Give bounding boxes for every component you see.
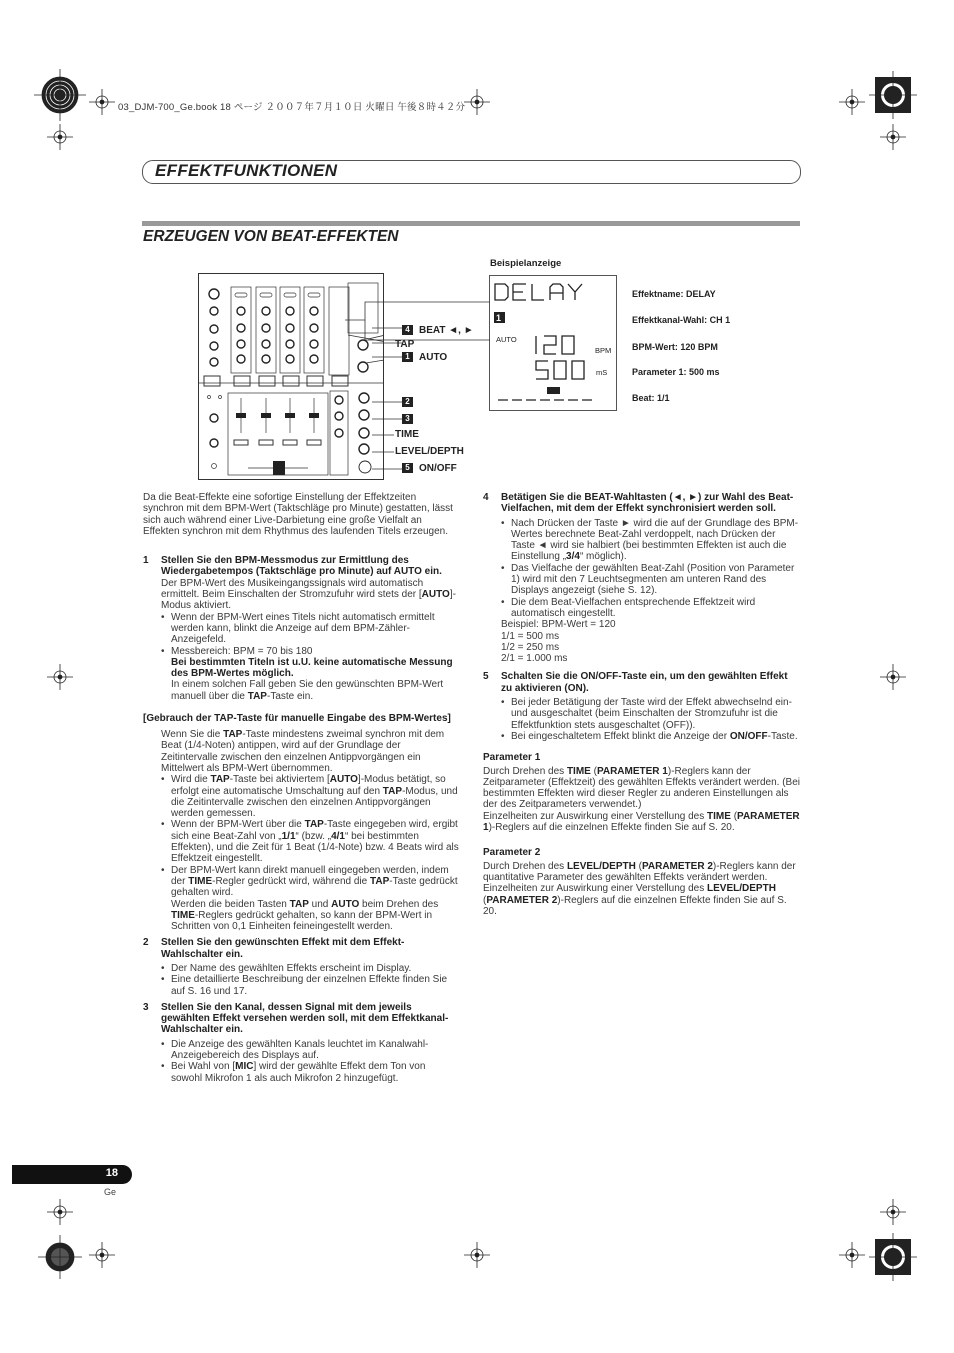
section-bar — [142, 221, 800, 226]
page-language: Ge — [104, 1187, 117, 1197]
callout-number-3: 3 — [402, 414, 413, 424]
parameter-2-heading: Parameter 2 — [483, 847, 541, 859]
lcd-channel: 1 — [496, 313, 502, 323]
callout-beat: 4 BEAT ◄, ► — [402, 325, 474, 336]
step-4-bullets: • Nach Drücken der Taste ► wird die auf der Grundlage des BPM-Wertes berechnete Beat-Zahl verdoppelt, nach Drücken der Taste ◄ wird sie halbiert (bei bestimmten Effekten ist auch die Einstellung „3/4“ möglich). • Das Vielfache der gewählten Beat-Zahl (Position von Parameter 1) wird mit den 7 Leuchtsegmenten am unteren Rand des Displays angezeigt (siehe S. 12). • Die dem Beat-Vielfachen entsprechende Effektzeit wird automatisch eingestellt. — [483, 518, 801, 620]
legend-effect-name: Effektname: DELAY — [632, 289, 716, 299]
step-1-body: Der BPM-Wert des Musikeingangssignals wird automatisch ermittelt. Beim Einschalten der Stromzufuhr wird stets der [AUTO]-Modus aktiviert. — [161, 577, 456, 612]
legend-bpm: BPM-Wert: 120 BPM — [632, 342, 718, 352]
callout-level-depth: LEVEL/DEPTH — [395, 446, 464, 457]
display-leader — [345, 300, 495, 350]
file-info: 03_DJM-700_Ge.book 18 ページ ２００７年７月１０日 火曜日 午後８時４２分 — [118, 102, 466, 113]
step-1-bullets: • Wenn der BPM-Wert eines Titels nicht automatisch ermittelt werden kann, blinkt die Anzeige auf dem BPM-Zähler-Anzeigefeld. • Messbereich: BPM = 70 bis 180 Bei bestimmten Titeln ist u.U. keine automatische Messung des BPM-Wertes möglich. In einem solchen Fall geben Sie den gewünschten BPM-Wert manuell über die TAP-Taste ein. — [143, 612, 459, 702]
step-3-bullets: • Die Anzeige des gewählten Kanals leuchtet im Kanalwahl-Anzeigebereich des Displays auf. • Bei Wahl von [MIC] wird der gewählte Effekt dem Ton von sowohl Mikrofon 1 als auch Mikrofon 2 hinzugefügt. — [143, 1039, 459, 1084]
left-column — [143, 492, 459, 1084]
step-4: 4 Betätigen Sie die BEAT-Wahltasten (◄, ►) zur Wahl des Beat-Vielfachen, mit dem der Effekt synchronisiert werden soll. — [483, 492, 794, 515]
tap-bullets: • Wird die TAP-Taste bei aktiviertem [AUTO]-Modus betätigt, so erfolgt eine automatische Umschaltung auf den TAP-Modus, und die Zeitintervalle zwischen den einzelnen Antippvorgängen werden gemessen. • Wenn der BPM-Wert über die TAP-Taste eingegeben wird, ergibt sich eine Beat-Zahl von „1/1“ (bzw. „4/1“ bei bestimmten Effekten), und die Zeit für 1 Beat (1/4-Note) bzw. 4 Beats wird als Effektzeit eingestellt. • Der BPM-Wert kann direkt manuell eingegeben werden, indem der TIME-Regler gedrückt wird, während die TAP-Taste gedrückt gehalten wird. Werden die beiden Tasten TAP und AUTO beim Drehen des TIME-Reglers gedrückt gehalten, so kann der BPM-Wert in Schritten von 0,1 Einheiten feineingestellt werden. — [143, 774, 459, 932]
parameter-2-text: Durch Drehen des LEVEL/DEPTH (PARAMETER 2)-Reglers kann der quantitative Parameter des gewählten Effekts verändert werden. Einzelheiten zur Auswirkung einer Verstellung des LEVEL/DEPTH (PARAMETER 2)-Reglers auf die einzelnen Effekte finden Sie auf S. 20. — [483, 860, 796, 917]
callout-3 — [402, 414, 419, 425]
lcd-auto: AUTO — [496, 335, 517, 344]
chapter-title: EFFEKTFUNKTIONEN — [155, 161, 338, 180]
right-column — [483, 492, 801, 917]
intro-paragraph: Da die Beat-Effekte eine sofortige Einstellung der Effektzeiten synchron mit dem BPM-Wert (Taktschläge pro Minute) gestatten, lässt sich auch während einer Live-Darbietung eine große Vielfalt an Effekten synchron mit dem Rhythmus des laufenden Titels erzeugen. — [143, 492, 453, 537]
step-5: 5 Schalten Sie die ON/OFF-Taste ein, um den gewählten Effekt zu aktivieren (ON). — [483, 671, 788, 694]
callout-2 — [402, 397, 419, 408]
lcd-display — [489, 275, 617, 411]
callout-number-5: 5 — [402, 463, 413, 473]
callout-number-4: 4 — [402, 325, 413, 335]
callout-number-2: 2 — [402, 397, 413, 407]
tap-subheading: [Gebrauch der TAP-Taste für manuelle Eingabe des BPM-Wertes] — [143, 713, 451, 725]
page-number-tab — [12, 1165, 132, 1184]
parameter-1-heading: Parameter 1 — [483, 752, 541, 764]
step-5-bullets: • Bei jeder Betätigung der Taste wird der Effekt abwechselnd ein- und ausgeschaltet (beim Einschalten der Stromzufuhr ist die Effektfunktion stets ausgeschaltet (OFF)). • Bei eingeschaltetem Effekt blinkt die Anzeige der ON/OFF-Taste. — [483, 697, 801, 742]
display-caption: Beispielanzeige — [490, 258, 562, 269]
tap-body: Wenn Sie die TAP-Taste mindestens zweimal synchron mit dem Beat (1/4-Noten) antippen, wird auf der Grundlage der Zeitintervalle zwischen den einzelnen Antippvorgängen ein Mittelwert als BPM-Wert übernommen. — [161, 729, 445, 774]
callout-number-1: 1 — [402, 352, 413, 362]
legend-channel: Effektkanal-Wahl: CH 1 — [632, 315, 731, 325]
step-2: 2 Stellen Sie den gewünschten Effekt mit dem Effekt-Wahlschalter ein. — [143, 937, 405, 960]
callout-tap: TAP — [395, 339, 415, 350]
callout-time: TIME — [395, 429, 419, 440]
step-1: 1 Stellen Sie den BPM-Messmodus zur Ermittlung des Wiedergabetempos (Taktschläge pro Minute) auf AUTO ein. — [143, 555, 442, 578]
callout-auto: 1 AUTO — [402, 352, 447, 363]
step-3: 3 Stellen Sie den Kanal, dessen Signal mit dem jeweils gewählten Effekt versehen werden soll, mit dem Effektkanal-Wahlschalter ein. — [143, 1001, 449, 1036]
section-title: ERZEUGEN VON BEAT-EFFEKTEN — [143, 228, 399, 245]
page-number: 18 — [105, 1167, 118, 1179]
lcd-bpm-unit: BPM — [595, 346, 612, 355]
legend-param1: Parameter 1: 500 ms — [632, 367, 720, 377]
step-2-bullets: • Der Name des gewählten Effekts erscheint im Display. • Eine detaillierte Beschreibung der einzelnen Effekte finden Sie auf S. 16 und 17. — [143, 963, 459, 997]
callout-on-off: 5 ON/OFF — [402, 463, 457, 474]
step-4-example: Beispiel: BPM-Wert = 120 1/1 = 500 ms 1/2 = 250 ms 2/1 = 1.000 ms — [501, 619, 616, 665]
parameter-1-text: Durch Drehen des TIME (PARAMETER 1)-Reglers kann der Zeitparameter (Effektzeit) des gewählten Effekts verändert werden. (Bei bestimmten Effekten wird dieser Regler zu anderen Einstellungen als der des Zeitparameters verwendet.) Einzelheiten zur Auswirkung einer Verstellung des TIME (PARAMETER 1)-Reglers auf die einzelnen Effekte finden Sie auf S. 20. — [483, 765, 801, 834]
lcd-ms-unit: mS — [596, 368, 608, 377]
legend-beat: Beat: 1/1 — [632, 393, 670, 403]
